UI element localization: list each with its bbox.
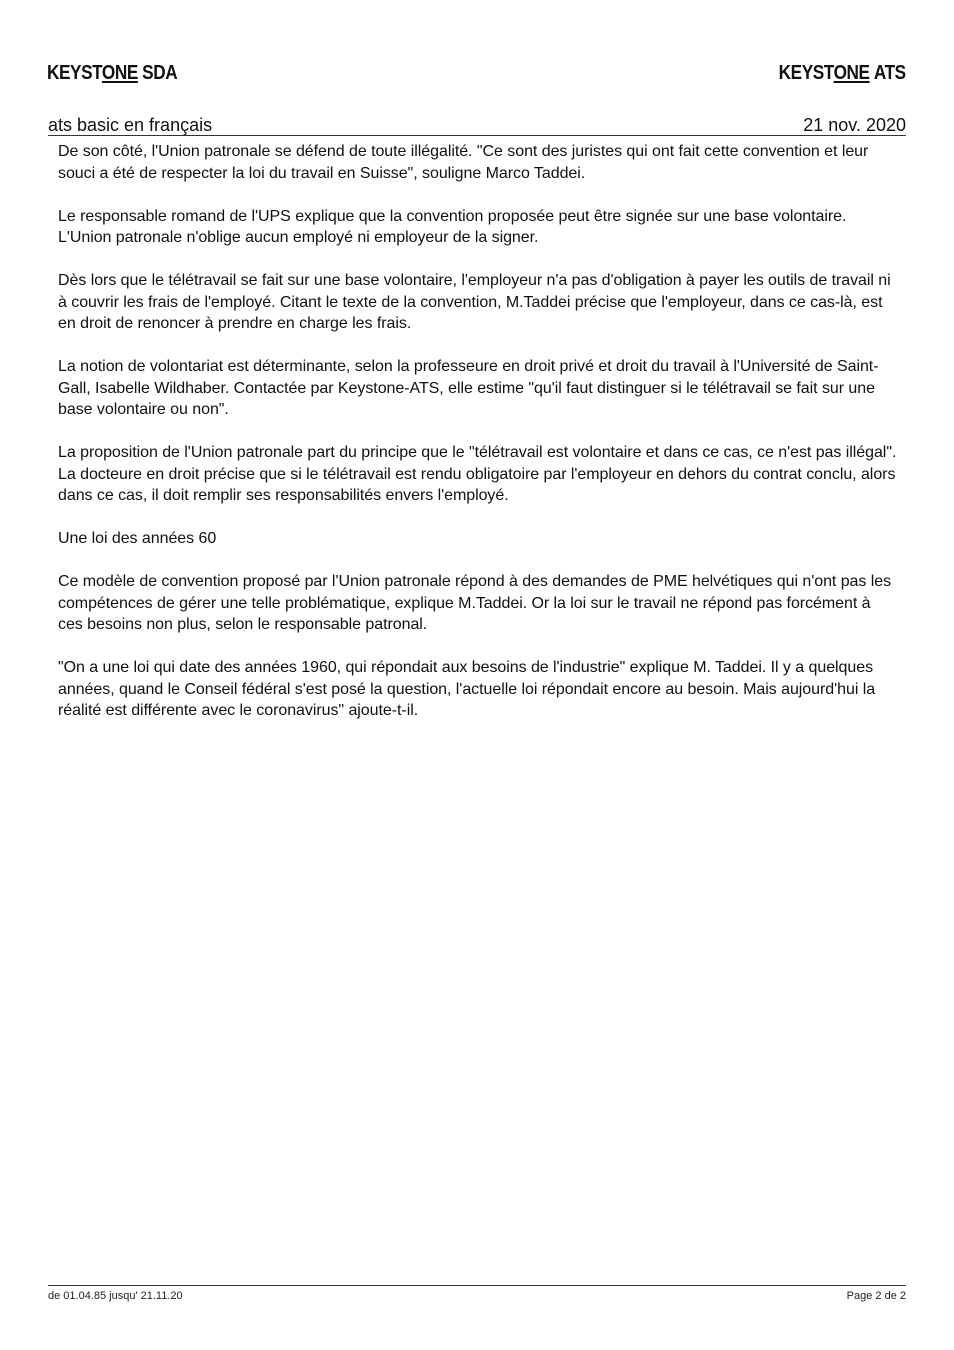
logo-right-pre: KEYST xyxy=(778,62,834,84)
keystone-ats-logo xyxy=(779,62,906,85)
paragraph: La proposition de l'Union patronale part du principe que le "télétravail est volontaire et dans ce cas, ce n'est pas illégal". La docteure en droit précise que si le télétravail est rendu obligatoire par l'employeur en dehors du contrat conclu, alors dans ce cas, il doit remplir ses responsabilités envers l'employé. xyxy=(58,444,897,504)
paragraph: De son côté, l'Union patronale se défend de toute illégalité. "Ce sont des juristes qui ont fait cette convention et leur souci a été de respecter la loi du travail en Suisse", souligne Marco Taddei. xyxy=(58,143,869,182)
publication-date: 21 nov. 2020 xyxy=(803,115,906,135)
subheading: Une loi des années 60 xyxy=(58,530,217,547)
paragraph: Dès lors que le télétravail se fait sur une base volontaire, l'employeur n'a pas d'obligation à payer les outils de travail ni à couvrir les frais de l'employé. Citant le texte de la convention, M.Taddei précise que l'employeur, dans ce cas-là, est en droit de renoncer à prendre en charge les frais. xyxy=(58,272,891,332)
logo-right-underlined: ONE xyxy=(833,62,870,84)
logo-left-pre: KEYST xyxy=(47,62,102,84)
date-range: de 01.04.85 jusqu' 21.11.20 xyxy=(48,1290,183,1302)
paragraph: "On a une loi qui date des années 1960, qui répondait aux besoins de l'industrie" explique M. Taddei. Il y a quelques années, quand le Conseil fédéral s'est posé la question, l'actuelle loi répondait encore au besoin. Mais aujourd'hui la réalité est différente avec le coronavirus" ajoute-t-il. xyxy=(58,659,876,719)
page-number: Page 2 de 2 xyxy=(846,1290,906,1302)
logo-right-suffix: ATS xyxy=(874,62,906,84)
logo-left-suffix: SDA xyxy=(142,62,178,84)
paragraph: Le responsable romand de l'UPS explique que la convention proposée peut être signée sur une base volontaire. L'Union patronale n'oblige aucun employé ni employeur de la signer. xyxy=(58,207,847,246)
document-footer xyxy=(48,1285,906,1302)
service-name: ats basic en français xyxy=(48,115,213,135)
paragraph: La notion de volontariat est déterminante, selon la professeure en droit privé et droit du travail à l'Université de Saint-Gall, Isabelle Wildhaber. Contactée par Keystone-ATS, elle estime "qu'il faut distinguer si le télétravail se fait sur une base volontaire ou non". xyxy=(58,358,879,418)
document-header xyxy=(48,113,906,136)
keystone-sda-logo xyxy=(47,62,177,85)
paragraph: Ce modèle de convention proposé par l'Union patronale répond à des demandes de PME helvétiques qui n'ont pas les compétences de gérer une telle problématique, explique M.Taddei. Or la loi sur le travail ne répond pas forcément à ces besoins non plus, selon le responsable patronal. xyxy=(58,573,892,633)
article-body xyxy=(58,141,898,743)
logo-left-underlined: ONE xyxy=(101,62,138,84)
